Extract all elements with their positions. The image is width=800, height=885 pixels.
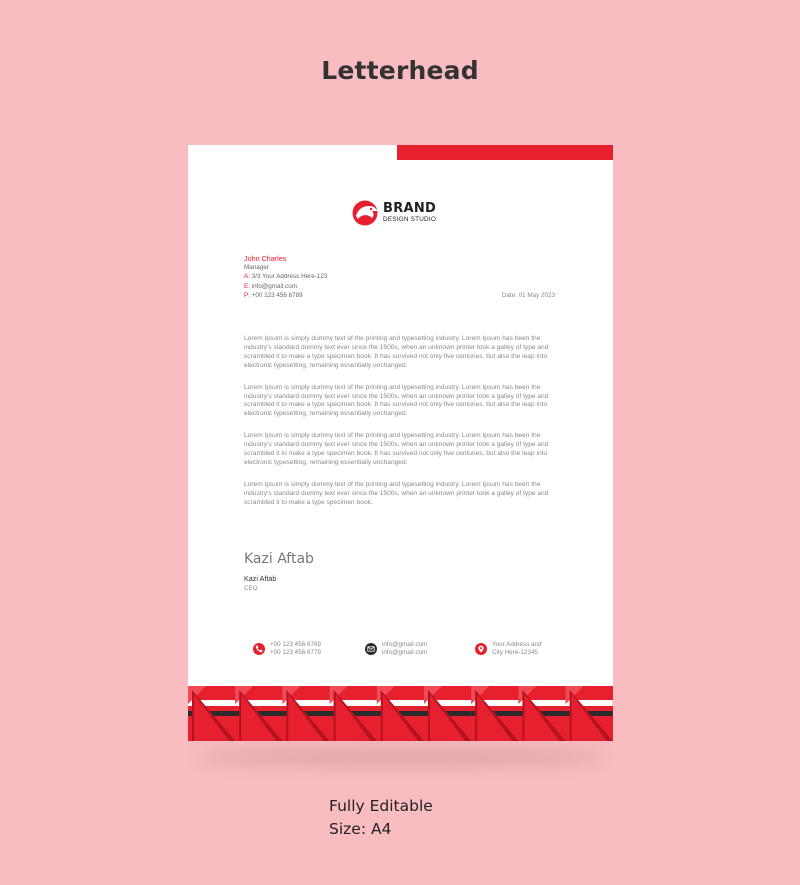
top-accent-bar <box>397 145 613 160</box>
caption-size: Size: A4 <box>329 820 392 838</box>
brand-tagline: DESIGN STUDIO <box>383 216 437 223</box>
letter-date: Date: 01 May 2023 <box>501 292 555 299</box>
letterhead-paper <box>188 145 613 741</box>
footer-phone-2: +00 123 456 6779 <box>270 648 321 656</box>
phone-icon <box>253 643 265 655</box>
signature-name: Kazi Aftab <box>244 574 277 583</box>
eagle-head-icon <box>352 200 380 226</box>
email-icon <box>365 643 377 655</box>
brand-logo <box>352 200 462 226</box>
sender-address-line <box>244 272 327 281</box>
signature-title: CEO <box>244 585 258 592</box>
body-paragraph: Lorem Ipsum is simply dummy text of the printing and typesetting industry. Lorem Ipsum has been the industry's standard dummy text ever since the 1500s, when an unknown printer took a galley of type and scrambled it to make a type specimen book. It has survived not only five centuries, but also the leap into electronic typesetting, remaining essentially unchanged. <box>244 383 549 418</box>
footer-address-1: Your Address and <box>492 641 542 648</box>
caption-editable: Fully Editable <box>329 797 433 815</box>
footer-phone-1: +00 123 456 6789 <box>270 641 321 648</box>
sender-phone-line <box>244 291 327 300</box>
sender-block <box>244 254 327 300</box>
address-key: A: <box>244 273 250 281</box>
sender-title: Manager <box>244 264 269 272</box>
location-pin-icon <box>475 643 487 655</box>
paper-shadow <box>196 748 606 766</box>
sender-email-line <box>244 282 327 291</box>
letter-body <box>244 335 560 521</box>
brand-name: BRAND <box>383 201 437 216</box>
footer-email-1: info@gmail.com <box>382 641 428 648</box>
sender-email: info@gmail.com <box>251 282 297 290</box>
body-paragraph: Lorem Ipsum is simply dummy text of the printing and typesetting industry. Lorem Ipsum has been the industry's standard dummy text ever since the 1500s, when an unknown printer took a galley of type and scrambled it to make a type specimen book. <box>244 480 549 506</box>
phone-key: P: <box>244 291 250 299</box>
footer-address-2: City Here-12345 <box>492 648 538 656</box>
footer-decorative-pattern <box>188 686 613 741</box>
sender-name: John Charles <box>244 254 287 263</box>
body-paragraph: Lorem Ipsum is simply dummy text of the printing and typesetting industry. Lorem Ipsum has been the industry's standard dummy text ever since the 1500s, when an unknown printer took a galley of type and scrambled it to make a type specimen book. It has survived not only five centuries, but also the leap into electronic typesetting, remaining essentially unchanged. <box>244 335 549 369</box>
sender-phone: +00 123 456 6789 <box>251 291 303 299</box>
footer-email-2: info@gmail.com <box>382 648 428 656</box>
signature-script: Kazi Aftab <box>244 551 314 567</box>
email-key: E: <box>244 282 250 290</box>
sender-address: 3/3 Your Address Here-123 <box>251 273 328 281</box>
body-paragraph: Lorem Ipsum is simply dummy text of the printing and typesetting industry. Lorem Ipsum has been the industry's standard dummy text ever since the 1500s, when an unknown printer took a galley of type and scrambled it to make a type specimen book. It has survived not only five centuries, but also the leap into electronic typesetting, remaining essentially unchanged. <box>244 432 549 466</box>
page-heading: Letterhead <box>321 56 479 85</box>
